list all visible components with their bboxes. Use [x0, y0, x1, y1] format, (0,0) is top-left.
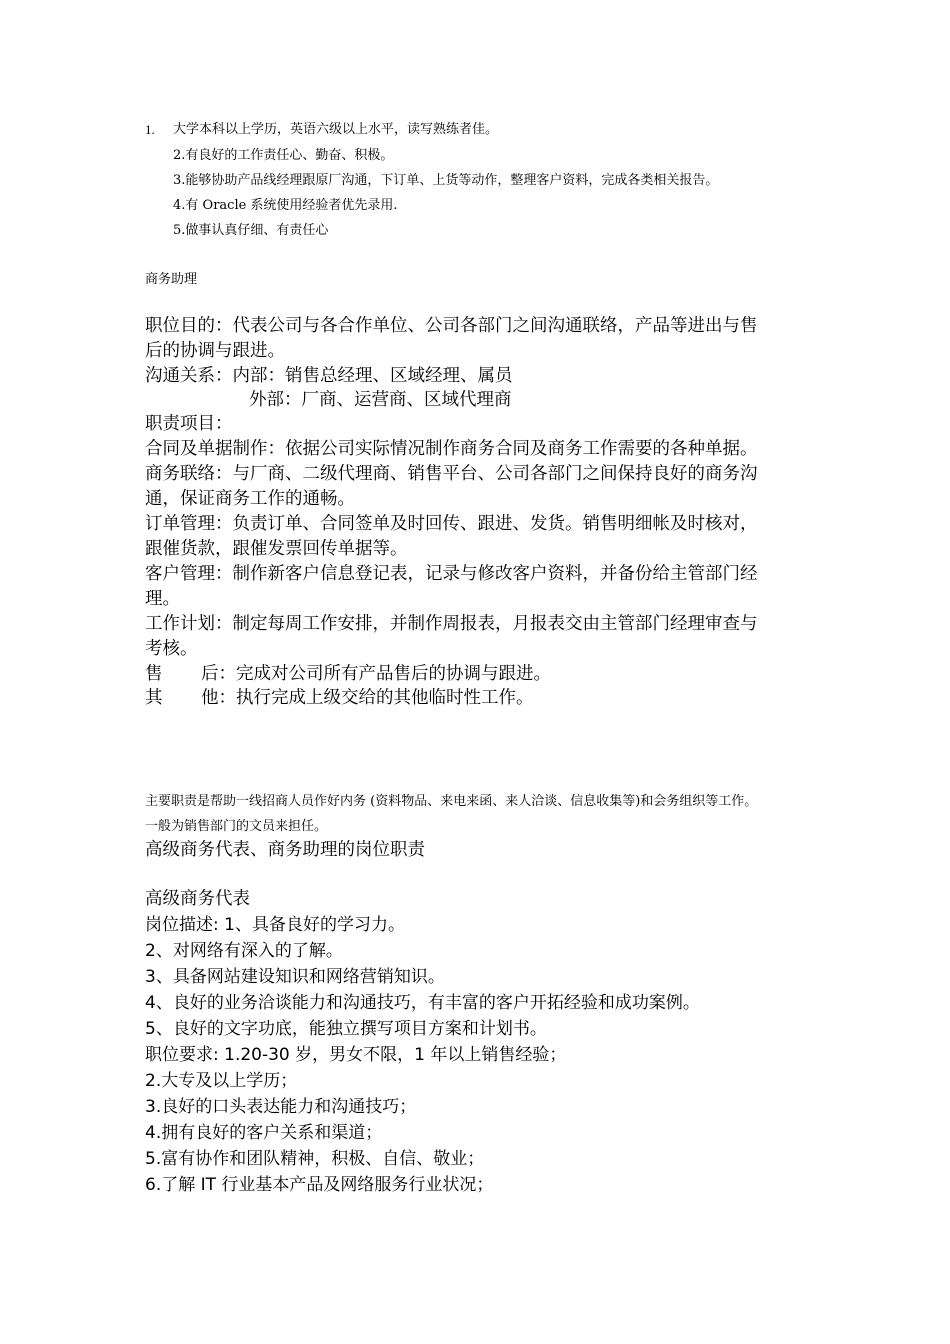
duty-order-line-2: 跟催货款，跟催发票回传单据等。	[145, 539, 408, 559]
duty-after-sales-label: 售	[145, 664, 163, 684]
summary-line-1: 主要职责是帮助一线招商人员作好内务 (资料物品、来电来函、来人洽谈、信息收集等)和会务组织等工作。	[145, 794, 758, 809]
list-item-2: 2.有良好的工作责任心、勤奋、积极。	[173, 148, 394, 163]
comm-relations-external: 外部：厂商、运营商、区域代理商	[249, 390, 512, 410]
senior-desc-2: 2、对网络有深入的了解。	[145, 941, 343, 961]
duty-customer-line-2: 理。	[145, 589, 180, 609]
summary-line-2: 一般为销售部门的文员来担任。	[145, 819, 328, 834]
duty-liaison-line-2: 通，保证商务工作的通畅。	[145, 489, 355, 509]
senior-desc-5: 5、良好的文字功底，能独立撰写项目方案和计划书。	[145, 1019, 547, 1039]
list-item-number-1: 1.	[145, 122, 155, 137]
duty-liaison-line-1: 商务联络：与厂商、二级代理商、销售平台、公司各部门之间保持良好的商务沟	[145, 464, 758, 484]
senior-desc-4: 4、良好的业务洽谈能力和沟通技巧，有丰富的客户开拓经验和成功案例。	[145, 993, 700, 1013]
duty-plan-line-2: 考核。	[145, 639, 198, 659]
list-item-4: 4.有 Oracle 系统使用经验者优先录用.	[173, 198, 398, 213]
senior-req-2: 2.大专及以上学历；	[145, 1071, 298, 1091]
duty-plan-line-1: 工作计划：制定每周工作安排，并制作周报表，月报表交由主管部门经理审查与	[145, 614, 758, 634]
duty-other-label: 其	[145, 688, 163, 708]
job-purpose-line-2: 后的协调与跟进。	[145, 341, 285, 361]
senior-req-4: 4.拥有良好的客户关系和渠道；	[145, 1123, 383, 1143]
duty-other: 他：执行完成上级交给的其他临时性工作。	[201, 688, 534, 708]
senior-req-3: 3.良好的口头表达能力和沟通技巧；	[145, 1097, 417, 1117]
duty-customer-line-1: 客户管理：制作新客户信息登记表，记录与修改客户资料，并备份给主管部门经	[145, 564, 758, 584]
senior-desc-3: 3、具备网站建设知识和网络营销知识。	[145, 967, 445, 987]
section-title-duties: 高级商务代表、商务助理的岗位职责	[145, 840, 425, 860]
senior-rep-title: 高级商务代表	[145, 889, 250, 909]
job-purpose-line-1: 职位目的：代表公司与各合作单位、公司各部门之间沟通联络，产品等进出与售	[145, 316, 758, 336]
list-item-3: 3.能够协助产品线经理跟原厂沟通，下订单、上货等动作，整理客户资料，完成各类相关报告。	[173, 173, 719, 188]
senior-req-6: 6.了解 IT 行业基本产品及网络服务行业状况；	[145, 1175, 494, 1195]
duty-after-sales: 后：完成对公司所有产品售后的协调与跟进。	[201, 664, 551, 684]
comm-relations-internal: 沟通关系：内部：销售总经理、区域经理、属员	[145, 366, 513, 386]
senior-desc-1: 岗位描述: 1、具备良好的学习力。	[145, 915, 405, 935]
duty-contract: 合同及单据制作：依据公司实际情况制作商务合同及商务工作需要的各种单据。	[145, 439, 758, 459]
duties-title: 职责项目：	[145, 414, 233, 434]
senior-req-1: 职位要求: 1.20-30 岁，男女不限，1 年以上销售经验；	[145, 1045, 567, 1065]
senior-req-5: 5.富有协作和团队精神，积极、自信、敬业；	[145, 1149, 485, 1169]
duty-order-line-1: 订单管理：负责订单、合同签单及时回传、跟进、发货。销售明细帐及时核对，	[145, 514, 758, 534]
list-item-5: 5.做事认真仔细、有责任心	[173, 223, 329, 238]
list-item-1: 大学本科以上学历，英语六级以上水平，读写熟练者佳。	[173, 122, 499, 137]
heading-business-assistant: 商务助理	[145, 272, 198, 287]
